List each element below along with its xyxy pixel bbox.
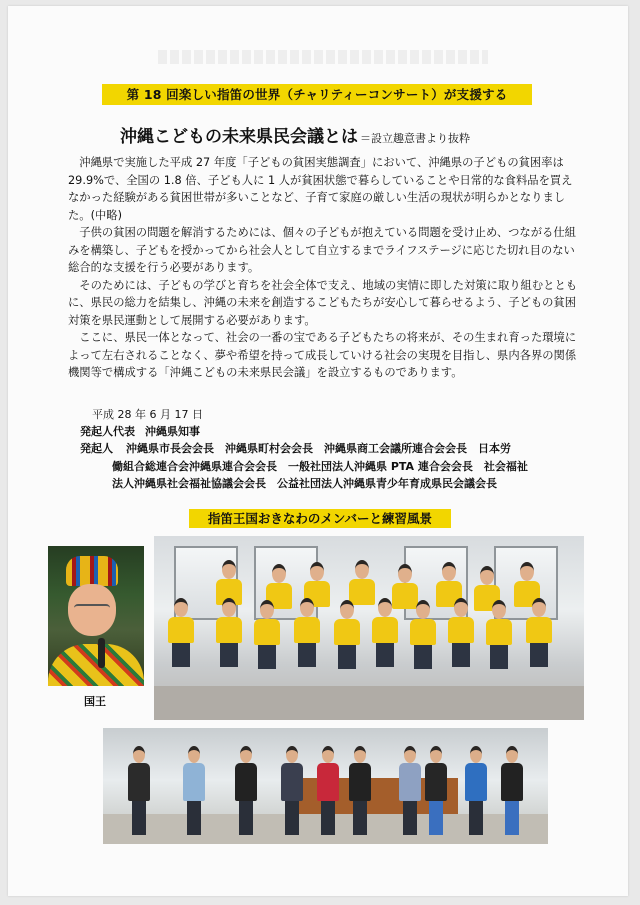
member-figure [526, 598, 552, 667]
member-figure [334, 600, 360, 669]
practicing-member [465, 746, 487, 835]
representative-name: 沖縄県知事 [145, 425, 200, 438]
practicing-member [128, 746, 150, 835]
king-photo-caption: 国王 [84, 695, 106, 708]
sponsors-line: 沖縄県市長会会長 沖縄県町村会会長 沖縄県商工会議所連合会会長 日本労 [126, 442, 511, 455]
practice-photo [103, 728, 548, 844]
founding-date: 平成 28 年 6 月 17 日 [92, 408, 203, 421]
representative-label: 発起人代表 [80, 425, 135, 438]
heading-title: 沖縄こどもの未来県民会議とは [120, 127, 358, 147]
member-figure [294, 598, 320, 667]
paragraph: ここに、県民一体となって、社会の一番の宝である子どもたちの将来が、その生まれ育った環境によって左右されることなく、夢や希望を持って成長していける社会の実現を目指し、県内各界の関係機関等で構成する「沖縄こどもの未来県民会議」を設立するものであります。 [68, 331, 577, 379]
member-figure [410, 600, 436, 669]
crown-shape [66, 556, 118, 586]
faint-background-text [158, 50, 488, 64]
practicing-member [501, 746, 523, 835]
member-figure [168, 598, 194, 667]
practicing-member [399, 746, 421, 835]
king-photo [48, 546, 144, 686]
practicing-member [317, 746, 339, 835]
practicing-member [425, 746, 447, 835]
prospectus-body [68, 154, 583, 382]
member-figure [448, 598, 474, 667]
practicing-member [281, 746, 303, 835]
sponsors-list [80, 440, 590, 493]
practicing-member [235, 746, 257, 835]
practicing-member [183, 746, 205, 835]
microphone-shape [98, 638, 105, 668]
member-figure [254, 600, 280, 669]
section-heading [120, 122, 550, 147]
paragraph: 子供の貧困の問題を解消するためには、個々の子どもが抱えている問題を受け止め、つながる仕組みを構築し、子どもを授かってから社会人として自立するまでライフステージに応じた切れ目のない総合的な支援を行う必要があります。 [68, 226, 576, 274]
members-banner: 指笛王国おきなわのメンバーと練習風景 [189, 509, 451, 528]
practicing-member [349, 746, 371, 835]
member-figure [372, 598, 398, 667]
member-figure [486, 600, 512, 669]
member-figure [216, 598, 242, 667]
glasses-shape [74, 604, 110, 614]
sponsors-line: 働組合総連合会沖縄県連合会会長 一般社団法人沖縄県 PTA 連合会会長 社会福祉 [112, 459, 528, 473]
concert-support-banner: 第 18 回楽しい指笛の世界（チャリティーコンサート）が支援する [102, 84, 532, 105]
heading-subtitle: ＝設立趣意書より抜粋 [360, 132, 470, 145]
document-page [8, 6, 628, 896]
floor-shape [154, 686, 584, 720]
robe-shape [48, 644, 144, 686]
members-group-photo [154, 536, 584, 720]
paragraph: 沖縄県で実施した平成 27 年度「子どもの貧困実態調査」において、沖縄県の子どもの貧困率は 29.9%で、全国の 1.8 倍、子ども人に 1 人が貧困状態で暮らしていることや日常的な食料品を買えなかった経験がある貧困世帯が多いことなど、子育て家庭の厳しい生活の現状が明らかとなりました。(中略) [68, 156, 573, 222]
sponsors-line: 法人沖縄県社会福祉協議会会長 公益社団法人沖縄県青少年育成県民会議会長 [112, 477, 497, 490]
sponsors-label: 発起人 [80, 442, 113, 455]
representative-line [80, 423, 200, 439]
paragraph: そのためには、子どもの学びと育ちを社会全体で支え、地域の実情に即した対策に取り組むとともに、県民の総力を結集し、沖縄の未来を創造するこどもたちが安心して暮らせるよう、子どもの貧困対策を県民運動として展開する必要があります。 [68, 278, 578, 327]
